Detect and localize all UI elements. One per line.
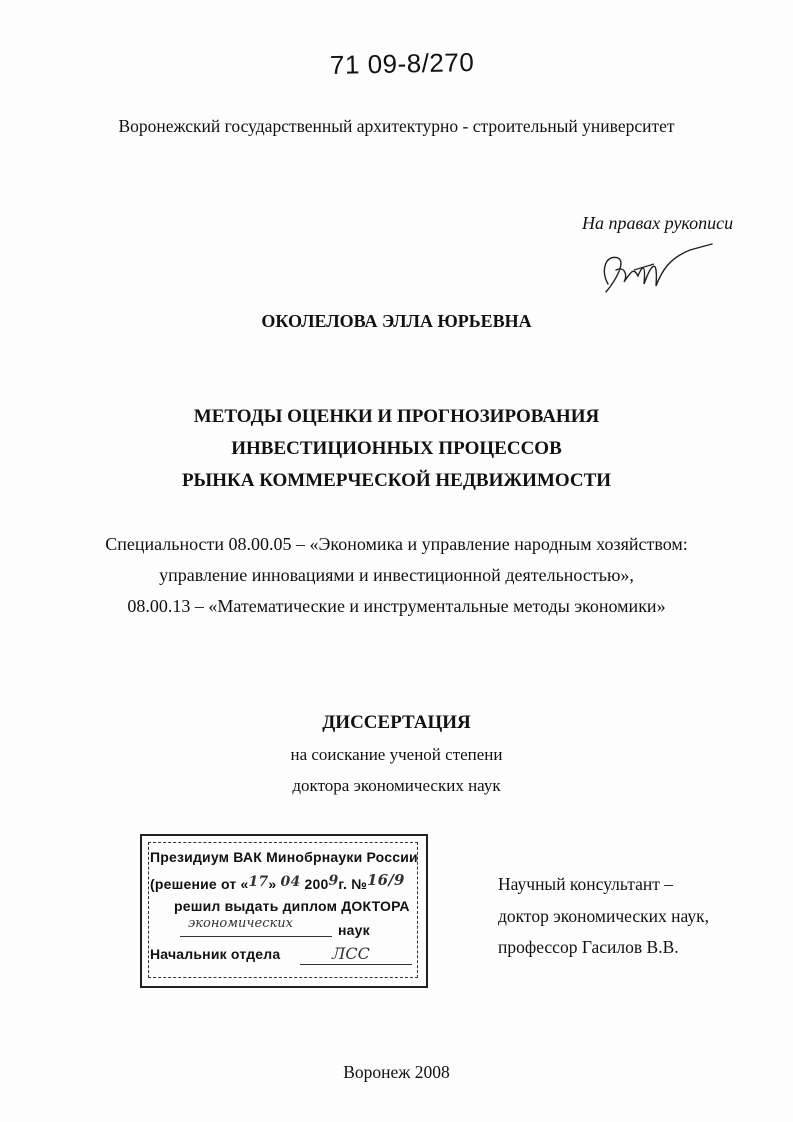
title-line-2: ИНВЕСТИЦИОННЫХ ПРОЦЕССОВ [231, 438, 562, 459]
degree-line-2: доктора экономических наук [292, 776, 501, 795]
consultant-line-2: доктор экономических наук, [498, 906, 709, 926]
stamp-line-2 [150, 871, 405, 893]
stamp-line-5: Начальник отдела [150, 946, 281, 962]
stamp-number-label: г. № [338, 876, 368, 892]
stamp-line-4-suffix: наук [338, 922, 370, 938]
specialty-line-1: Специальности 08.00.05 – «Экономика и управление народным хозяйством: [105, 534, 688, 554]
title-line-1: МЕТОДЫ ОЦЕНКИ И ПРОГНОЗИРОВАНИЯ [193, 406, 600, 427]
stamp-line-1: Президиум ВАК Минобрнауки России [150, 849, 418, 865]
stamp-line-3: решил выдать диплом ДОКТОРА [174, 898, 410, 914]
consultant-line-1: Научный консультант – [498, 874, 673, 894]
stamp-year-prefix: 200 [304, 876, 329, 892]
consultant-line-3: профессор Гасилов В.В. [498, 937, 679, 957]
stamp-decision-mid: » [268, 876, 277, 892]
document-type: ДИССЕРТАЦИЯ [322, 712, 471, 733]
stamp-underline [180, 936, 332, 937]
degree-line-1: на соискание ученой степени [290, 745, 503, 764]
specialty-line-3: 08.00.13 – «Математические и инструментальные методы экономики» [127, 596, 666, 616]
stamp-year-handwritten: 9 [328, 873, 339, 889]
stamp-month-handwritten: 04 [280, 874, 301, 890]
stamp-day-handwritten: 17 [248, 874, 269, 890]
stamp-number-handwritten: 16/9 [367, 871, 405, 889]
author-signature [594, 240, 714, 300]
document-code: 71 09-8/270 [329, 46, 475, 80]
title-line-3: РЫНКА КОММЕРЧЕСКОЙ НЕДВИЖИМОСТИ [181, 470, 612, 491]
stamp-decision-prefix: (решение от « [150, 876, 249, 892]
stamp-field-handwritten: экономических [188, 916, 293, 931]
specialty-line-2: управление инновациями и инвестиционной деятельностью», [159, 565, 634, 585]
vak-stamp [140, 834, 430, 990]
city-year: Воронеж 2008 [343, 1062, 450, 1082]
stamp-signature-line [300, 964, 412, 965]
manuscript-rights-label: На правах рукописи [582, 213, 734, 233]
stamp-signature-handwritten: ЛСС [332, 944, 370, 963]
university-name: Воронежский государственный архитектурно - строительный университет [118, 116, 675, 136]
author-name: ОКОЛЕЛОВА ЭЛЛА ЮРЬЕВНА [261, 311, 532, 331]
